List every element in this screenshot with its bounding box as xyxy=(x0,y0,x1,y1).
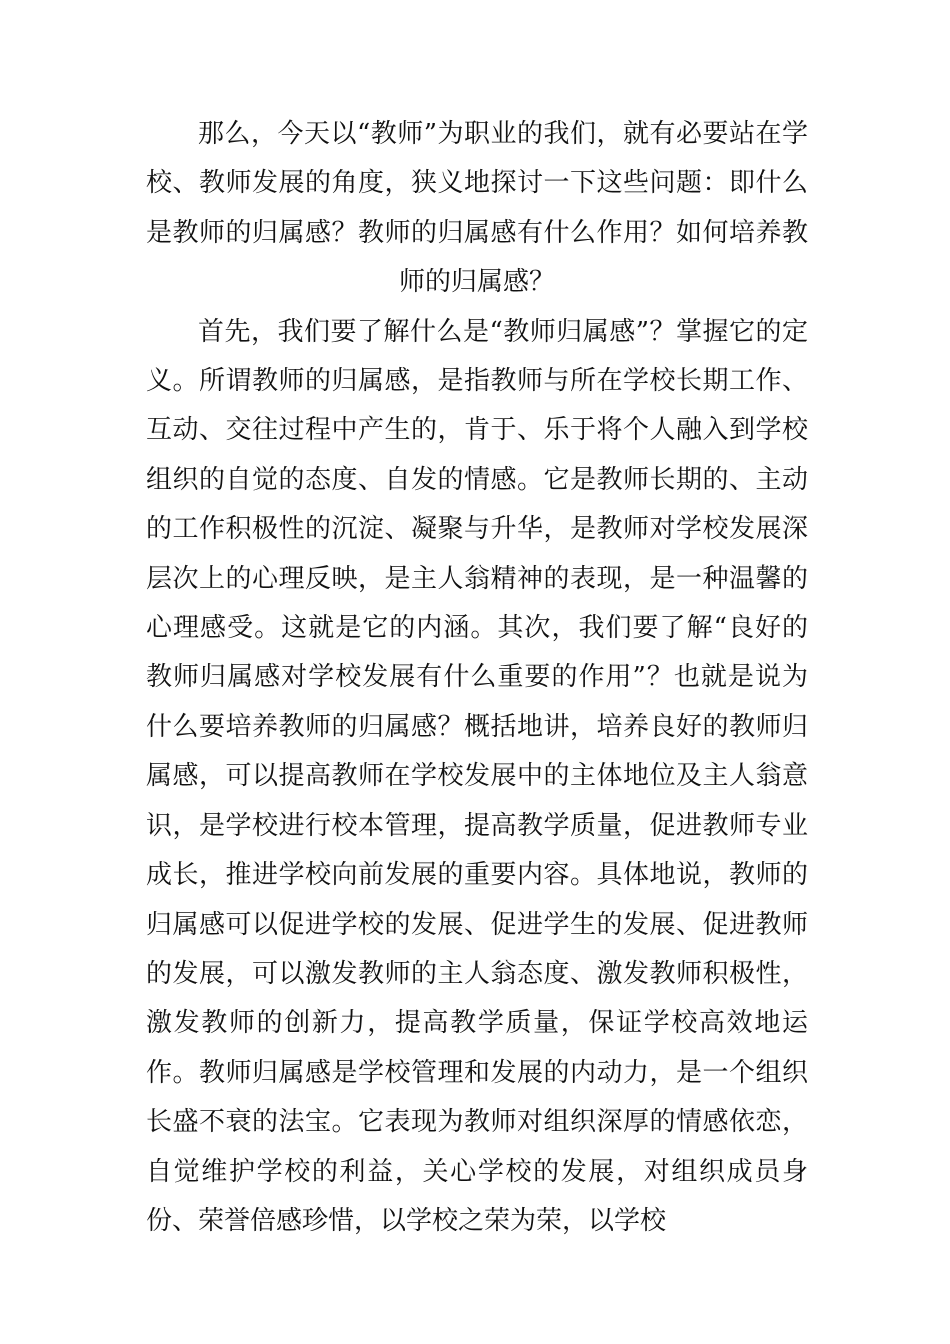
document-page xyxy=(146,110,808,1246)
paragraph-intro: 那么，今天以“教师”为职业的我们，就有必要站在学校、教师发展的角度，狭义地探讨一下这些问题：即什么是教师的归属感？教师的归属感有什么作用？如何培养教师的归属感？ xyxy=(146,119,808,298)
paragraph-definition: 首先，我们要了解什么是“教师归属感”？掌握它的定义。所谓教师的归属感，是指教师与所在学校长期工作、互动、交往过程中产生的，肯于、乐于将个人融入到学校组织的自觉的态度、自发的情感。它是教师长期的、主动的工作积极性的沉淀、凝聚与升华，是教师对学校发展深层次上的心理反映，是主人翁精神的表现，是一种温馨的心理感受。这就是它的内涵。其次，我们要了解“良好的教师归属感对学校发展有什么重要的作用”？也就是说为什么要培养教师的归属感？概括地讲，培养良好的教师归属感，可以提高教师在学校发展中的主体地位及主人翁意识，是学校进行校本管理，提高教学质量，促进教师专业成长，推进学校向前发展的重要内容。具体地说，教师的归属感可以促进学校的发展、促进学生的发展、促进教师的发展，可以激发教师的主人翁态度、激发教师积极性，激发教师的创新力，提高教学质量，保证学校高效地运作。教师归属感是学校管理和发展的内动力，是一个组织长盛不衰的法宝。它表现为教师对组织深厚的情感依恋，自觉维护学校的利益，关心学校的发展，对组织成员身份、荣誉倍感珍惜，以学校之荣为荣，以学校 xyxy=(146,316,808,1236)
